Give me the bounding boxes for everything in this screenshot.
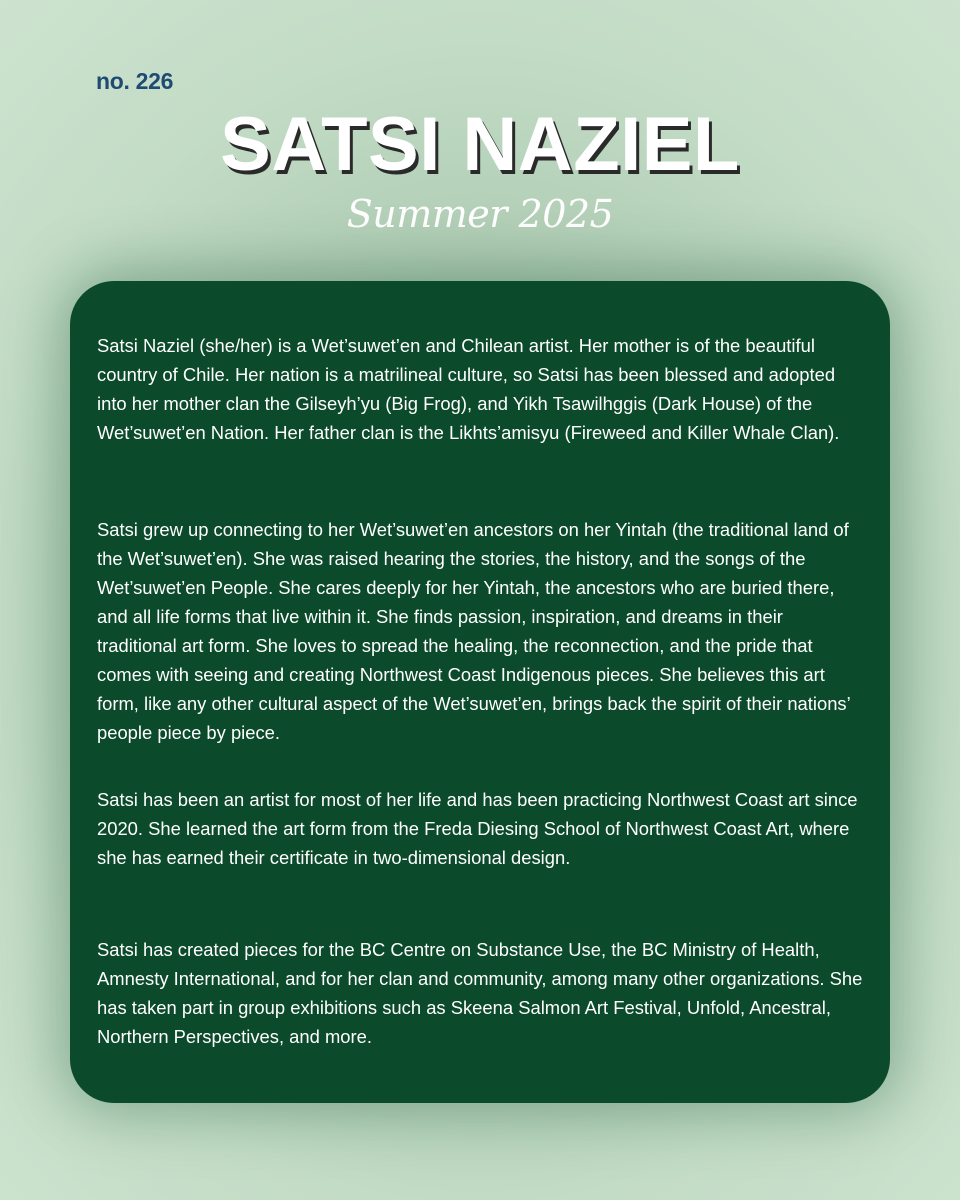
bio-paragraph-1: Satsi Naziel (she/her) is a Wet’suwet’en and Chilean artist. Her mother is of the beautiful country of Chile. Her nation is a matrilineal culture, so Satsi has been blessed and adopted into her mother clan the Gilseyh’yu (Big Frog), and Yikh Tsawilhggis (Dark House) of the Wet’suwet’en Nation. Her father clan is the Likhts’amisyu (Fireweed and Killer Whale Clan). (97, 335, 840, 443)
page-title: SATSI NAZIEL (220, 102, 740, 187)
bio-paragraph-3: Satsi has been an artist for most of her life and has been practicing Northwest Coast art since 2020. She learned the art form from the Freda Diesing School of Northwest Coast Art, where she has earned their certificate in two-dimensional design. (97, 789, 858, 868)
bio-paragraph-4: Satsi has created pieces for the BC Centre on Substance Use, the BC Ministry of Health, Amnesty International, and for her clan and community, among many other organizations. She has taken part in group exhibitions such as Skeena Salmon Art Festival, Unfold, Ancestral, Northern Perspectives, and more. (97, 939, 863, 1047)
page-subtitle: Summer 2025 (346, 192, 614, 236)
bio-card (70, 281, 890, 1103)
issue-number: no. 226 (96, 68, 174, 94)
bio-paragraph-2: Satsi grew up connecting to her Wet’suwet’en ancestors on her Yintah (the traditional land of the Wet’suwet’en). She was raised hearing the stories, the history, and the songs of the Wet’suwet’en People. She cares deeply for her Yintah, the ancestors who are buried there, and all life forms that live within it. She finds passion, inspiration, and dreams in their traditional art form. She loves to spread the healing, the reconnection, and the pride that comes with seeing and creating Northwest Coast Indigenous pieces. She believes this art form, like any other cultural aspect of the Wet’suwet’en, brings back the spirit of their nations’ people piece by piece. (97, 519, 851, 743)
